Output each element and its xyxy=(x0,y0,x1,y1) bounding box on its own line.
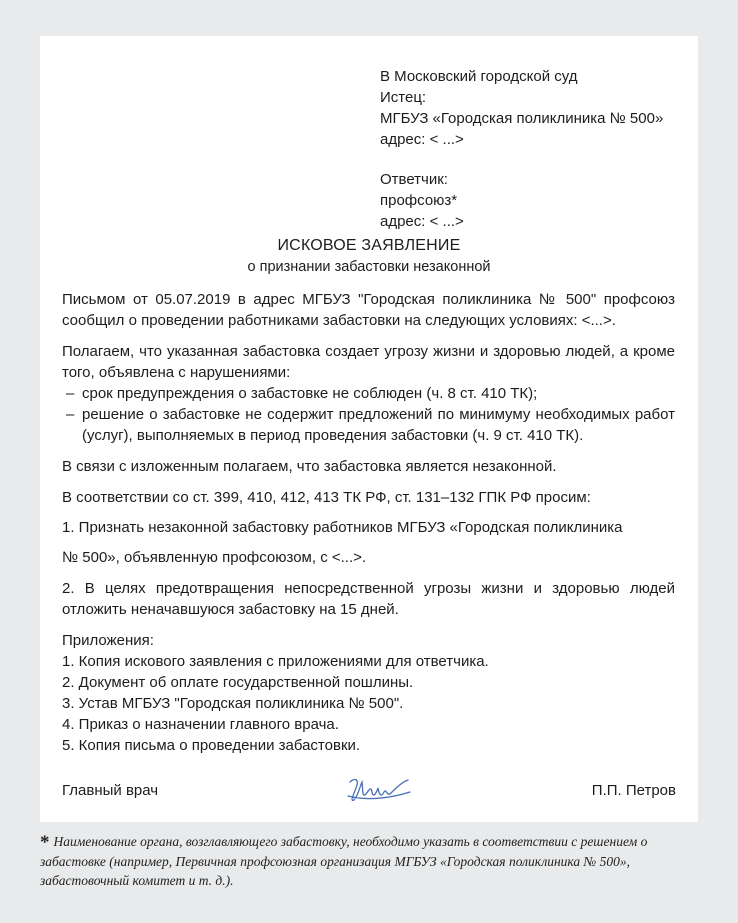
list-item: 2. Документ об оплате государственной пошлины. xyxy=(62,674,414,691)
paragraph-conclusion: В связи с изложенным полагаем, что забастовка является незаконной. xyxy=(62,458,557,475)
document-subtitle: о признании забастовки незаконной xyxy=(247,259,491,275)
footnote-marker: * xyxy=(40,832,50,853)
attachments-label: Приложения: xyxy=(62,632,154,649)
list-item: 3. Устав МГБУЗ "Городская поликлиника № 500". xyxy=(62,695,404,712)
violation-text: решение о забастовке не содержит предложений по минимуму необходимых работ (услуг), выполняемых в период проведения забастовки (ч. 9 ст. 410 ТК). xyxy=(82,406,675,444)
plaintiff-address: адрес: < ...> xyxy=(380,131,464,148)
signatory-position: Главный врач xyxy=(62,782,159,799)
defendant-label: Ответчик: xyxy=(380,171,448,188)
footnote-text: Наименование органа, возглавляющего забастовку, необходимо указать в соответствии с решением о забастовке (например, Первичная профсоюзная организация МГБУЗ «Городская поликлиника № 500», забастовочный комитет и т. д.). xyxy=(40,834,648,888)
list-item xyxy=(62,383,675,404)
list-item: 4. Приказ о назначении главного врача. xyxy=(62,716,339,733)
signature-stroke xyxy=(348,780,410,801)
request-2: 2. В целях предотвращения непосредственной угрозы жизни и здоровью людей отложить неначавшуюся забастовку на 15 дней. xyxy=(62,580,675,618)
paragraph-letter: Письмом от 05.07.2019 в адрес МГБУЗ "Городская поликлиника № 500" профсоюз сообщил о проведении работниками забастовки на следующих условиях: <...>. xyxy=(62,291,675,329)
request-1-line-1: 1. Признать незаконной забастовку работников МГБУЗ «Городская поликлиника xyxy=(62,519,623,536)
paragraph-threat: Полагаем, что указанная забастовка создает угрозу жизни и здоровью людей, а кроме того, объявлена с нарушениями: xyxy=(62,343,675,381)
paragraph-legal-basis: В соответствии со ст. 399, 410, 412, 413 ТК РФ, ст. 131–132 ГПК РФ просим: xyxy=(62,489,591,506)
signatory-name: П.П. Петров xyxy=(591,782,676,799)
plaintiff-label: Истец: xyxy=(380,89,427,106)
footnote xyxy=(40,832,680,890)
addressee-block xyxy=(380,66,698,232)
handwritten-signature xyxy=(344,774,414,810)
document-title: ИСКОВОЕ ЗАЯВЛЕНИЕ xyxy=(277,237,461,254)
defendant-address: адрес: < ...> xyxy=(380,213,464,230)
list-item xyxy=(62,404,675,446)
attachments-list xyxy=(62,630,675,756)
violation-text: срок предупреждения о забастовке не соблюден (ч. 8 ст. 410 ТК); xyxy=(82,385,538,402)
list-item: 5. Копия письма о проведении забастовки. xyxy=(62,737,361,754)
plaintiff-name: МГБУЗ «Городская поликлиника № 500» xyxy=(380,110,664,127)
list-item: 1. Копия искового заявления с приложениями для ответчика. xyxy=(62,653,489,670)
defendant-name: профсоюз* xyxy=(380,192,458,209)
request-1-line-2: № 500», объявленную профсоюзом, с <...>. xyxy=(62,549,367,566)
dash-marker: – xyxy=(66,385,75,402)
court-name: В Московский городской суд xyxy=(380,68,578,85)
dash-marker: – xyxy=(66,406,75,423)
